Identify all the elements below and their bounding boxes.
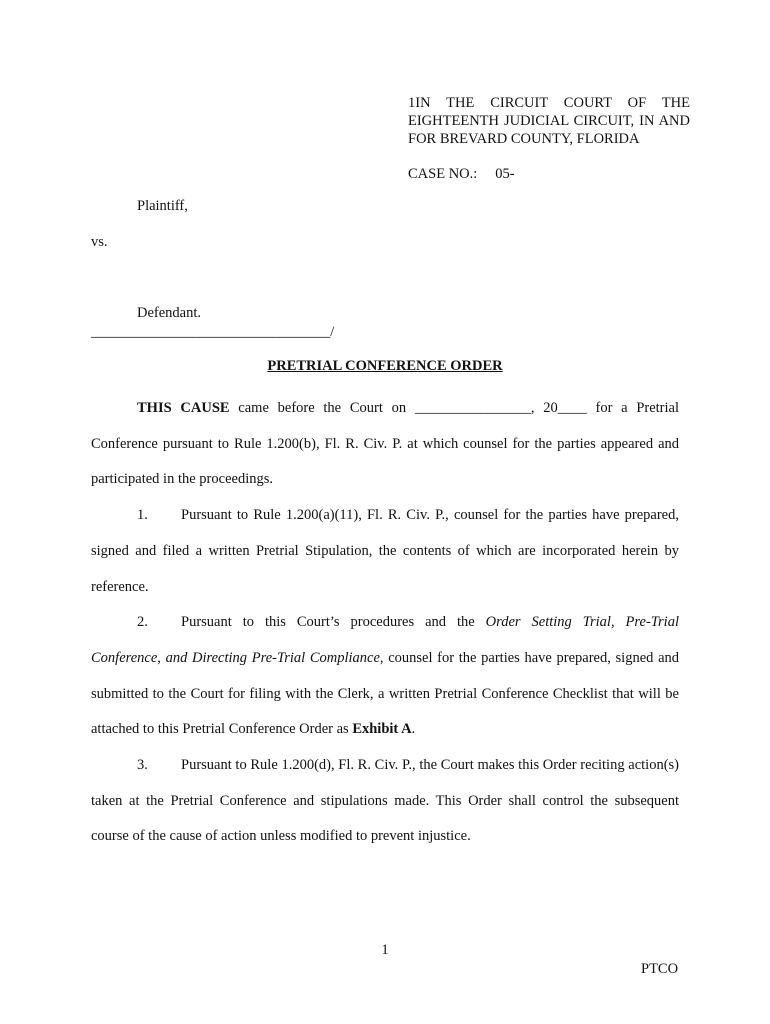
paragraph-2-text-b: , counsel for the parties have prepared, signed and submitted to the Court for filing with the Clerk, a written Pretrial Conference Checklist that will be attached to this Pretrial Conference Order as xyxy=(91,649,680,738)
court-caption: 1IN THE CIRCUIT COURT OF THE EIGHTEENTH JUDICIAL CIRCUIT, IN AND FOR BREVARD COUNTY, FLORIDA xyxy=(408,95,690,147)
versus-label: vs. xyxy=(91,234,108,250)
paragraph-1-text: Pursuant to Rule 1.200(a)(11), Fl. R. Civ. P., counsel for the parties have prepared, signed and filed a written Pretrial Stipulation, the contents of which are incorporated herein by reference. xyxy=(91,507,679,595)
paragraph-3-text: Pursuant to Rule 1.200(d), Fl. R. Civ. P., the Court makes this Order reciting action(s) taken at the Pretrial Conference and stipulations made. This Order shall control the subsequent course of the cause of action unless modified to prevent injustice. xyxy=(91,757,679,845)
defendant-label: Defendant. xyxy=(137,305,202,321)
paragraph-1-number: 1. xyxy=(137,507,148,524)
paragraph-2-exhibit: Exhibit A xyxy=(352,721,412,738)
paragraph-2-number: 2. xyxy=(137,614,148,631)
paragraph-3-number: 3. xyxy=(137,757,148,774)
case-number xyxy=(408,166,515,183)
caption-signature-line: _________________________________/ xyxy=(91,324,335,340)
order-body xyxy=(91,391,679,855)
case-number-value: 05- xyxy=(495,166,515,182)
paragraph-3 xyxy=(91,748,679,855)
paragraph-1 xyxy=(91,498,679,605)
plaintiff-label: Plaintiff, xyxy=(137,198,188,214)
case-number-label: CASE NO.: xyxy=(408,166,478,182)
paragraph-2-italic-order-title: Order Setting Trial, Pre-Trial Conference, and Directing Pre-Trial Compliance xyxy=(91,614,679,666)
page-number: 1 xyxy=(381,942,389,958)
intro-lead: THIS CAUSE xyxy=(137,400,230,416)
footer-form-code: PTCO xyxy=(641,961,679,977)
paragraph-2-text-a: Pursuant to this Court’s procedures and the xyxy=(181,614,486,631)
paragraph-2-text-c: . xyxy=(411,721,416,738)
intro-text: came before the Court on ________________, 20____ for a Pretrial Conference pursuant to Rule 1.200(b), Fl. R. Civ. P. at which counsel for the parties appeared and participated in the proceedings. xyxy=(91,400,679,488)
document-title: PRETRIAL CONFERENCE ORDER xyxy=(267,358,503,374)
intro-paragraph xyxy=(91,391,679,498)
paragraph-2 xyxy=(91,605,679,748)
